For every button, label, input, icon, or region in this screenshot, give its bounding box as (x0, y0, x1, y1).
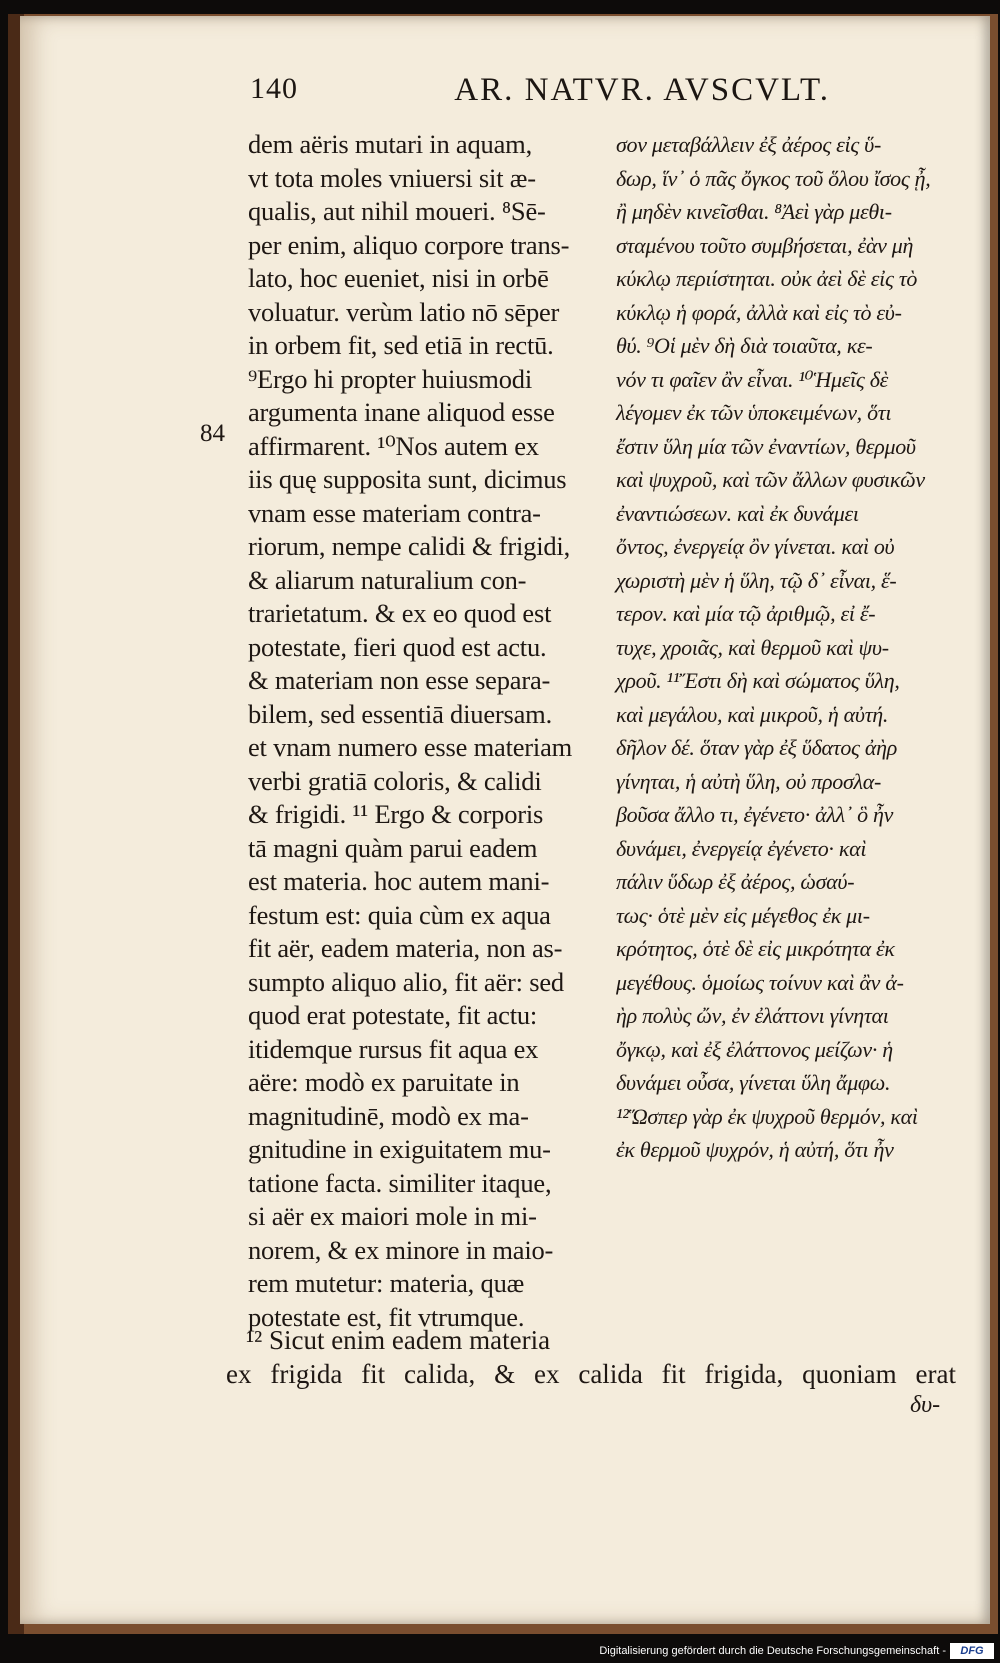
greek-line: κύκλῳ ἡ φορά, ἀλλὰ καὶ εἰς τὸ εὐ- (616, 299, 902, 325)
latin-line: trarietatum. & ex eo quod est (248, 598, 552, 628)
catchword: δυ- (910, 1392, 941, 1418)
latin-line: itidemque rursus fit aqua ex (248, 1033, 539, 1064)
greek-line: θύ. ⁹Οἱ μὲν δὴ διὰ τοιαῦτα, κε- (616, 333, 873, 358)
greek-line: γίνηται, ἡ αὐτὴ ὕλη, οὐ προσλα- (616, 768, 882, 794)
latin-line: argumenta inane aliquod esse (248, 397, 555, 427)
greek-line: χωριστὴ μὲν ἡ ὕλη, τῷ δ᾽ εἶναι, ἕ- (616, 567, 897, 593)
greek-line: ὴρ πολὺς ὤν, ἐν ἐλάττονι γίνηται (616, 1003, 889, 1028)
page-number: 140 (250, 72, 298, 105)
word: frigida, (704, 1359, 784, 1389)
footer-bar (0, 1637, 1000, 1663)
greek-line: σταμένου τοῦτο συμβήσεται, ἐὰν μὴ (616, 232, 914, 258)
latin-line: iis quę supposita sunt, dicimus (248, 464, 567, 494)
latin-line: & aliarum naturalium con- (248, 564, 527, 595)
latin-line: tatione facta. similiter itaque, (248, 1167, 552, 1198)
word: erat (915, 1359, 956, 1389)
latin-line: si aër ex maiori mole in mi- (248, 1201, 537, 1231)
latin-line: potestate est, fit vtrumque. (248, 1301, 525, 1332)
greek-line: μεγέθους. ὁμοίως τοίνυν καὶ ἂν ἀ- (616, 969, 904, 995)
greek-line: σον μεταβάλλειν ἐξ ἀέρος εἰς ὕ- (616, 132, 881, 157)
greek-line: ἐκ θερμοῦ ψυχρόν, ἡ αὐτή, ὅτι ἦν (616, 1137, 894, 1162)
greek-line: βοῦσα ἄλλο τι, ἐγένετο· ἀλλ᾽ ὃ ἦν (616, 802, 894, 827)
latin-line: & materiam non esse separa- (248, 665, 551, 695)
word: calida, (404, 1359, 476, 1389)
word: calida (578, 1359, 643, 1389)
latin-line: riorum, nempe calidi & frigidi, (248, 531, 571, 561)
latin-line: rem mutetur: materia, quæ (248, 1268, 525, 1298)
latin-line: per enim, aliquo corpore trans- (248, 229, 570, 260)
latin-line: sumpto aliquo alio, fit aër: sed (248, 966, 564, 997)
latin-column (248, 128, 598, 1334)
word: ex (226, 1359, 252, 1389)
latin-line: festum est: quia cùm ex aqua (248, 899, 551, 930)
latin-line: gnitudine in exiguitatem mu- (248, 1134, 551, 1164)
latin-line: lato, hoc eueniet, nisi in orbē (248, 263, 549, 293)
greek-line: ἢ μηδὲν κινεῖσθαι. ⁸Ἀεὶ γὰρ μεθι- (616, 199, 892, 224)
latin-line: qualis, aut nihil moueri. ⁸Sē- (248, 196, 546, 226)
latin-line: potestate, fieri quod est actu. (248, 631, 547, 662)
word: ex (534, 1359, 560, 1389)
latin-line: aëre: modò ex paruitate in (248, 1067, 520, 1097)
greek-line: δῆλον δέ. ὅταν γὰρ ἐξ ὕδατος ἀὴρ (616, 735, 897, 760)
latin-line: voluatur. verùm latio nō sēper (248, 296, 560, 327)
greek-line: ὄντος, ἐνεργείᾳ ὂν γίνεται. καὶ οὐ (616, 534, 895, 559)
greek-line: κρότητος, ὁτὲ δὲ εἰς μικρότητα ἐκ (616, 936, 895, 961)
word: frigida (270, 1359, 343, 1389)
latin-line: vt tota moles vniuersi sit æ- (248, 162, 536, 193)
latin-line: tā magni quàm parui eadem (248, 832, 538, 863)
greek-line: πάλιν ὕδωρ ἐξ ἀέρος, ὡσαύ- (616, 869, 855, 894)
latin-line: est materia. hoc autem mani- (248, 866, 550, 896)
latin-line: ⁹Ergo hi propter huiusmodi (248, 363, 532, 394)
full-width-lines (226, 1323, 956, 1391)
latin-line: quod erat potestate, fit actu: (248, 1000, 538, 1030)
dfg-logo: DFG (950, 1643, 994, 1659)
latin-line: verbi gratiā coloris, & calidi (248, 765, 542, 796)
greek-line: τυχε, χροιᾶς, καὶ θερμοῦ καὶ ψυ- (616, 634, 889, 660)
latin-line: in orbem fit, sed etiā in rectū. (248, 330, 554, 360)
word: fit (661, 1359, 686, 1389)
margin-number: 84 (200, 420, 225, 447)
greek-line: λέγομεν ἐκ τῶν ὑποκειμένων, ὅτι (616, 400, 892, 425)
latin-line: bilem, sed essentiā diuersam. (248, 698, 553, 729)
latin-line: affirmarent. ¹⁰Nos autem ex (248, 430, 539, 461)
greek-line: ἐναντιώσεων. καὶ ἐκ δυνάμει (616, 500, 859, 526)
latin-line: norem, & ex minore in maio- (248, 1234, 554, 1265)
greek-line: δυνάμει οὖσα, γίνεται ὕλη ἄμφω. (616, 1070, 891, 1095)
greek-line: τερον. καὶ μία τῷ ἀριθμῷ, εἰ ἔ- (616, 601, 876, 626)
dfg-credit: Digitalisierung gefördert durch die Deutsche Forschungsgemeinschaft - (599, 1645, 946, 1657)
latin-line: dem aëris mutari in aquam, (248, 129, 532, 159)
greek-line: χροῦ. ¹¹Ἔστι δὴ καὶ σώματος ὕλη, (616, 668, 900, 693)
latin-line: & frigidi. ¹¹ Ergo & corporis (248, 799, 544, 829)
latin-line: et vnam numero esse materiam (248, 732, 573, 762)
greek-line: κύκλῳ περιίστηται. οὐκ ἀεὶ δὲ εἰς τὸ (616, 266, 918, 291)
greek-line: καὶ μεγάλου, καὶ μικροῦ, ἡ αὐτή. (616, 701, 889, 727)
latin-line-justified (226, 1357, 956, 1391)
running-head (250, 72, 830, 122)
word: & (494, 1359, 516, 1389)
latin-line: vnam esse materiam contra- (248, 497, 541, 528)
greek-line: ἔστιν ὕλη μία τῶν ἐναντίων, θερμοῦ (616, 433, 916, 459)
greek-line: δωρ, ἵν᾽ ὁ πᾶς ὄγκος τοῦ ὅλου ἴσος ᾖ, (616, 165, 931, 191)
greek-line: νόν τι φαῖεν ἂν εἶναι. ¹⁰Ἡμεῖς δὲ (616, 366, 888, 392)
greek-line: ὄγκῳ, καὶ ἐξ ἐλάττονος μείζων· ἡ (616, 1036, 893, 1062)
word: quoniam (802, 1359, 897, 1389)
latin-line: fit aër, eadem materia, non as- (248, 933, 563, 963)
greek-line: καὶ ψυχροῦ, καὶ τῶν ἄλλων φυσικῶν (616, 467, 925, 492)
latin-line: magnitudinē, modò ex ma- (248, 1100, 529, 1131)
word: fit (361, 1359, 386, 1389)
greek-line: ¹²Ὥσπερ γὰρ ἐκ ψυχροῦ θερμόν, καὶ (616, 1103, 918, 1129)
running-title: AR. NATVR. AVSCVLT. (454, 72, 830, 108)
greek-column (616, 128, 946, 1167)
greek-line: τως· ὁτὲ μὲν εἰς μέγεθος ἐκ μι- (616, 902, 870, 928)
latin-line: ¹² Sicut enim eadem materia (246, 1325, 551, 1355)
greek-line: δυνάμει, ἐνεργείᾳ ἐγένετο· καὶ (616, 835, 867, 861)
